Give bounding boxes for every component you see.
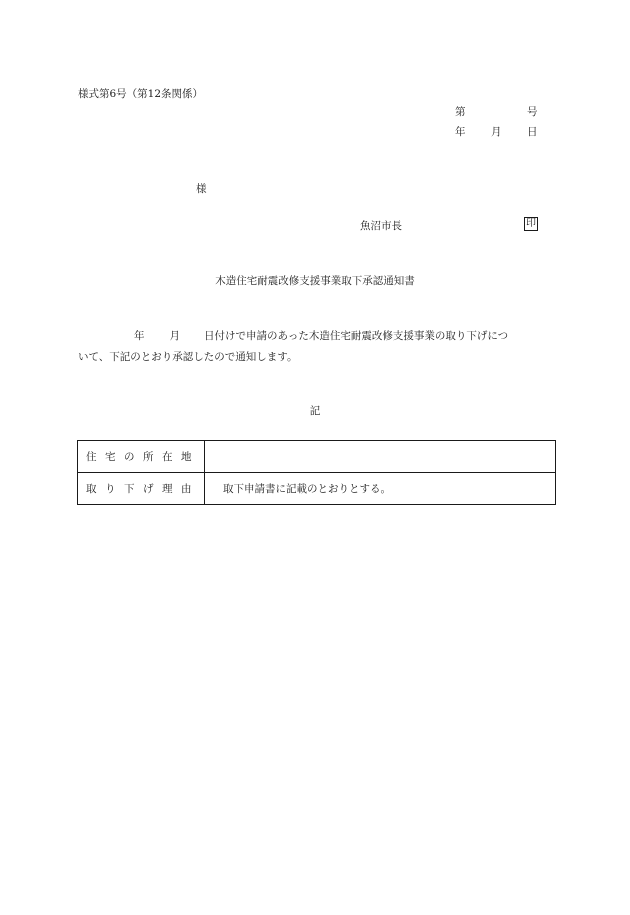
date-year: 年 — [455, 126, 466, 138]
seal-icon: 印 — [526, 218, 536, 229]
body-line-2: いて、下記のとおり承認したので通知します。 — [78, 351, 298, 363]
body-line-1 — [78, 326, 553, 347]
body-paragraph — [78, 326, 553, 368]
row-label-reason: 取り下げ理由 — [86, 483, 200, 495]
body-line-1-rest: 日付けで申請のあった木造住宅耐震改修支援事業の取り下げにつ — [204, 330, 509, 342]
date-day: 日 — [527, 126, 538, 138]
table-row — [78, 441, 556, 473]
table-row — [78, 473, 556, 505]
table-cell-value: 取下申請書に記載のとおりとする。 — [205, 473, 556, 505]
seal-mark — [524, 217, 538, 231]
document-number-suffix: 号 — [527, 106, 538, 118]
info-table — [77, 440, 556, 505]
row-label-address: 住宅の所在地 — [86, 451, 200, 463]
body-year: 年 — [134, 330, 145, 342]
form-number-label: 様式第6号（第12条関係） — [78, 88, 204, 100]
recipient-honorific: 様 — [196, 183, 207, 195]
document-title: 木造住宅耐震改修支援事業取下承認通知書 — [215, 275, 415, 287]
sender-title: 魚沼市長 — [360, 220, 402, 232]
ki-heading: 記 — [309, 405, 321, 417]
table-cell-label — [78, 473, 205, 505]
table-cell-label — [78, 441, 205, 473]
table-cell-value — [205, 441, 556, 473]
body-month: 月 — [169, 330, 180, 342]
document-number-prefix: 第 — [455, 106, 466, 118]
date-month: 月 — [491, 126, 502, 138]
